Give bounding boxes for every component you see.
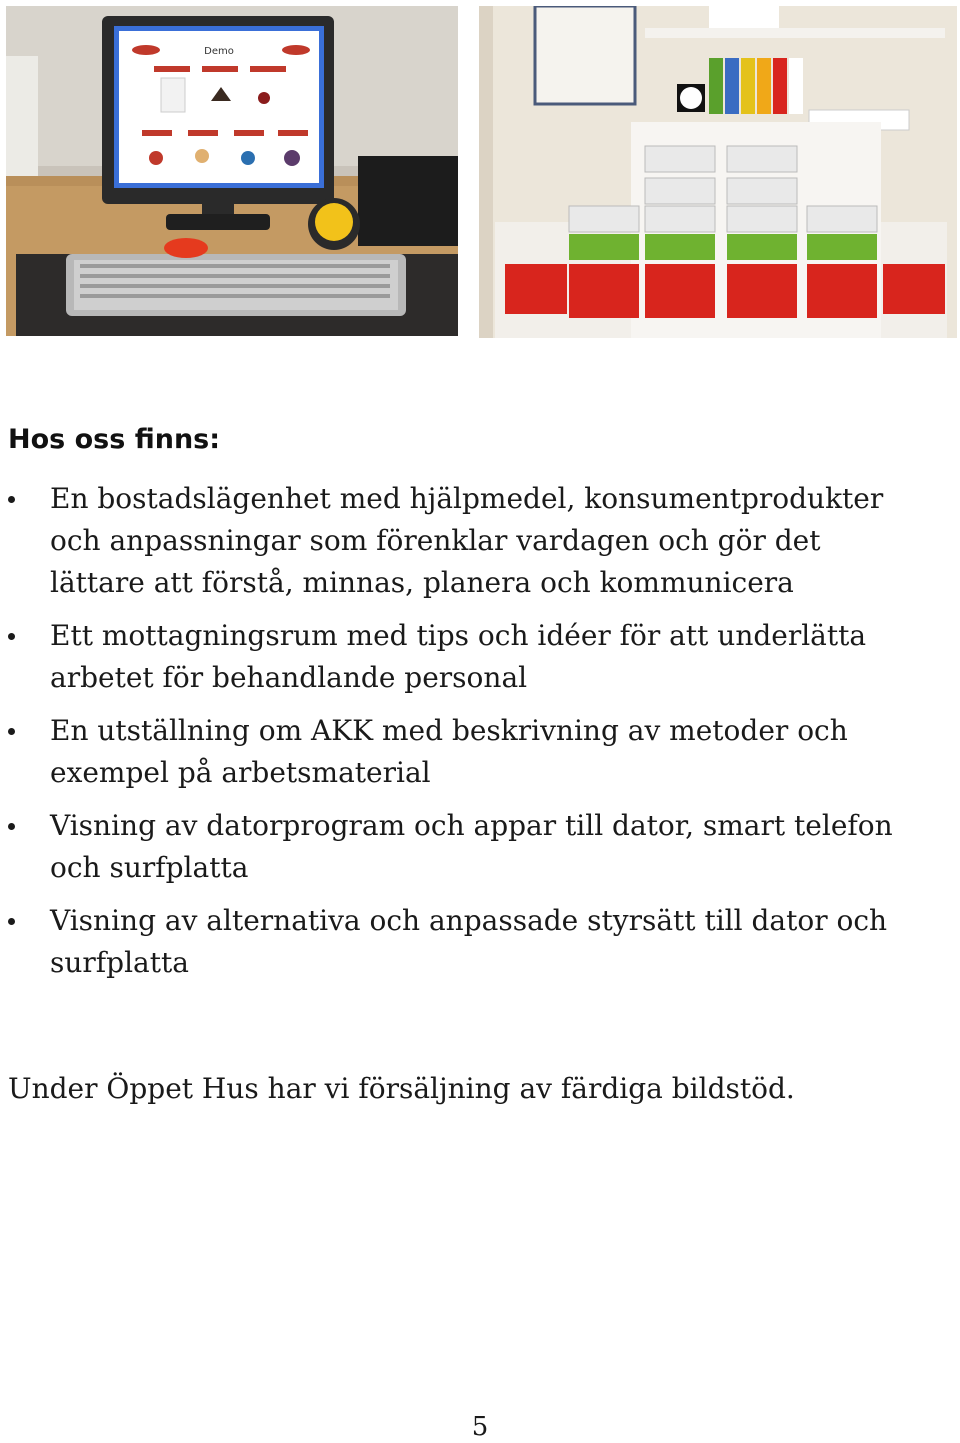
sales-note: Under Öppet Hus har vi försäljning av färdiga bildstöd. [8,1072,795,1105]
list-item: En bostadslägenhet med hjälpmedel, konsumentprodukter och anpassningar som förenklar vardagen och gör det lättare att förstå, minnas, planera och kommunicera [0,478,920,604]
list-item: Visning av datorprogram och appar till dator, smart telefon och surfplatta [0,805,920,889]
photo-storage-shelf [479,6,957,338]
feature-list [0,478,940,995]
list-item: En utställning om AKK med beskrivning av metoder och exempel på arbetsmaterial [0,710,920,794]
bullet-icon [8,918,15,925]
photo-computer-workstation [6,6,458,336]
section-heading: Hos oss finns: [8,424,221,455]
screen-title: Demo [204,46,234,57]
bullet-icon [8,728,15,735]
red-switch [164,238,208,258]
bullet-icon [8,823,15,830]
page-number: 5 [471,1412,489,1442]
list-item: Visning av alternativa och anpassade styrsätt till dator och surfplatta [0,900,920,984]
yellow-switch [315,203,353,241]
list-item: Ett mottagningsrum med tips och idéer för att underlätta arbetet för behandlande personal [0,615,920,699]
bullet-icon [8,633,15,640]
bullet-icon [8,496,15,503]
